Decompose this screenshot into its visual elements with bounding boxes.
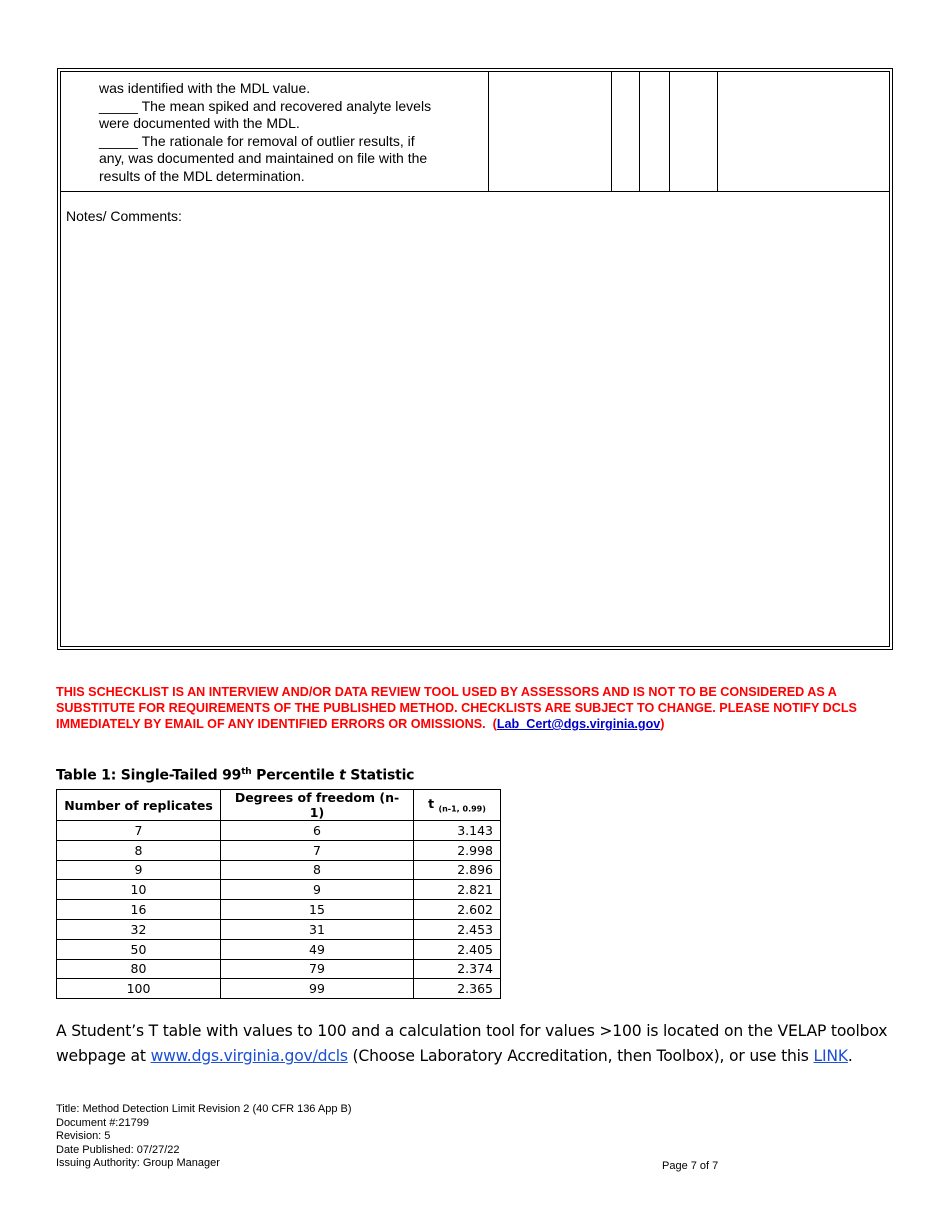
paragraph-text-2: (Choose Laboratory Accreditation, then Toolbox), or use this xyxy=(347,1047,814,1065)
table-row xyxy=(57,919,501,939)
disclaimer-text: THIS SCHECKLIST IS AN INTERVIEW AND/OR DATA REVIEW TOOL USED BY ASSESSORS AND IS NOT TO BE CONSIDERED AS A SUBSTITUTE FOR REQUIREMENTS OF THE PUBLISHED METHOD. CHECKLISTS ARE SUBJECT TO CHANGE. PLEASE NOTIFY DCLS IMMEDIATELY BY EMAIL OF ANY IDENTIFIED ERRORS OR OMISSIONS. xyxy=(56,685,857,731)
disclaimer xyxy=(56,684,906,732)
table-header-row xyxy=(57,790,501,821)
footer-authority: Issuing Authority: Group Manager xyxy=(56,1157,220,1170)
cell-t: 2.374 xyxy=(414,959,501,979)
cell-t: 2.998 xyxy=(414,840,501,860)
checklist-inner xyxy=(60,71,890,647)
toolbox-paragraph xyxy=(56,1019,906,1069)
caption-mid: Percentile xyxy=(251,767,340,784)
checklist-row xyxy=(61,72,889,192)
cell-replicates: 16 xyxy=(57,900,221,920)
table-row xyxy=(57,880,501,900)
table-row xyxy=(57,939,501,959)
cell-dof: 9 xyxy=(221,880,414,900)
no-cell[interactable] xyxy=(640,72,670,191)
caption-t: t xyxy=(339,767,346,784)
header-t xyxy=(414,790,501,821)
cell-dof: 99 xyxy=(221,979,414,999)
table-row xyxy=(57,979,501,999)
email-open-paren: ( xyxy=(492,717,497,731)
requirement-line: _____ The rationale for removal of outlier results, if xyxy=(99,132,415,149)
table-row xyxy=(57,821,501,841)
caption-sup: th xyxy=(241,767,252,777)
table-row xyxy=(57,959,501,979)
footer-document: Document #:21799 xyxy=(56,1116,149,1129)
requirement-line: _____ The mean spiked and recovered analyte levels xyxy=(99,97,432,114)
cell-dof: 79 xyxy=(221,959,414,979)
requirement-line: results of the MDL determination. xyxy=(99,167,305,184)
header-t-label: t xyxy=(428,796,435,812)
email-close-paren: ) xyxy=(660,717,665,731)
table-row xyxy=(57,840,501,860)
dcls-link[interactable]: www.dgs.virginia.gov/dcls xyxy=(150,1047,348,1065)
reference-cell[interactable] xyxy=(489,72,612,191)
cell-replicates: 10 xyxy=(57,880,221,900)
cell-dof: 49 xyxy=(221,939,414,959)
cell-replicates: 100 xyxy=(57,979,221,999)
cell-replicates: 7 xyxy=(57,821,221,841)
cell-dof: 8 xyxy=(221,860,414,880)
link-link[interactable]: LINK xyxy=(813,1047,848,1065)
caption-suffix: Statistic xyxy=(345,767,415,784)
header-t-subscript: (n-1, 0.99) xyxy=(438,804,486,814)
email-link[interactable]: Lab_Cert@dgs.virginia.gov xyxy=(496,717,661,731)
comment-cell[interactable] xyxy=(718,72,889,191)
header-degrees-freedom: Degrees of freedom (n-1) xyxy=(221,790,414,821)
cell-t: 2.453 xyxy=(414,919,501,939)
notes-label: Notes/ Comments: xyxy=(66,208,182,224)
cell-dof: 15 xyxy=(221,900,414,920)
requirement-text xyxy=(99,80,484,185)
requirement-line: was identified with the MDL value. xyxy=(99,80,311,96)
table-row xyxy=(57,860,501,880)
requirement-cell xyxy=(61,72,489,191)
requirement-line: were documented with the MDL. xyxy=(99,115,300,131)
paragraph-text-1: A Student’s T table with values to 100 and a calculation tool for values >100 is located on the VELAP toolbox webpage at xyxy=(56,1022,888,1065)
footer-revision: Revision: 5 xyxy=(56,1130,111,1143)
footer-date: Date Published: 07/27/22 xyxy=(56,1143,180,1156)
cell-replicates: 32 xyxy=(57,919,221,939)
cell-t: 2.821 xyxy=(414,880,501,900)
header-replicates: Number of replicates xyxy=(57,790,221,821)
table-row xyxy=(57,900,501,920)
footer-title: Title: Method Detection Limit Revision 2 (40 CFR 136 App B) xyxy=(56,1103,352,1115)
paragraph-text-3: . xyxy=(847,1047,853,1065)
na-cell[interactable] xyxy=(670,72,718,191)
t-statistic-table xyxy=(56,789,501,999)
page-number: Page 7 of 7 xyxy=(662,1160,719,1172)
cell-t: 2.896 xyxy=(414,860,501,880)
cell-replicates: 8 xyxy=(57,840,221,860)
checklist-table xyxy=(57,68,893,650)
cell-t: 3.143 xyxy=(414,821,501,841)
document-footer xyxy=(56,1103,352,1171)
cell-t: 2.602 xyxy=(414,900,501,920)
cell-dof: 6 xyxy=(221,821,414,841)
cell-replicates: 9 xyxy=(57,860,221,880)
yes-cell[interactable] xyxy=(612,72,640,191)
cell-t: 2.365 xyxy=(414,979,501,999)
cell-replicates: 80 xyxy=(57,959,221,979)
t-table-caption xyxy=(56,767,414,784)
cell-dof: 31 xyxy=(221,919,414,939)
cell-dof: 7 xyxy=(221,840,414,860)
cell-replicates: 50 xyxy=(57,939,221,959)
requirement-line: any, was documented and maintained on file with the xyxy=(99,150,428,166)
cell-t: 2.405 xyxy=(414,939,501,959)
caption-prefix: Table 1: Single-Tailed 99 xyxy=(56,767,242,784)
